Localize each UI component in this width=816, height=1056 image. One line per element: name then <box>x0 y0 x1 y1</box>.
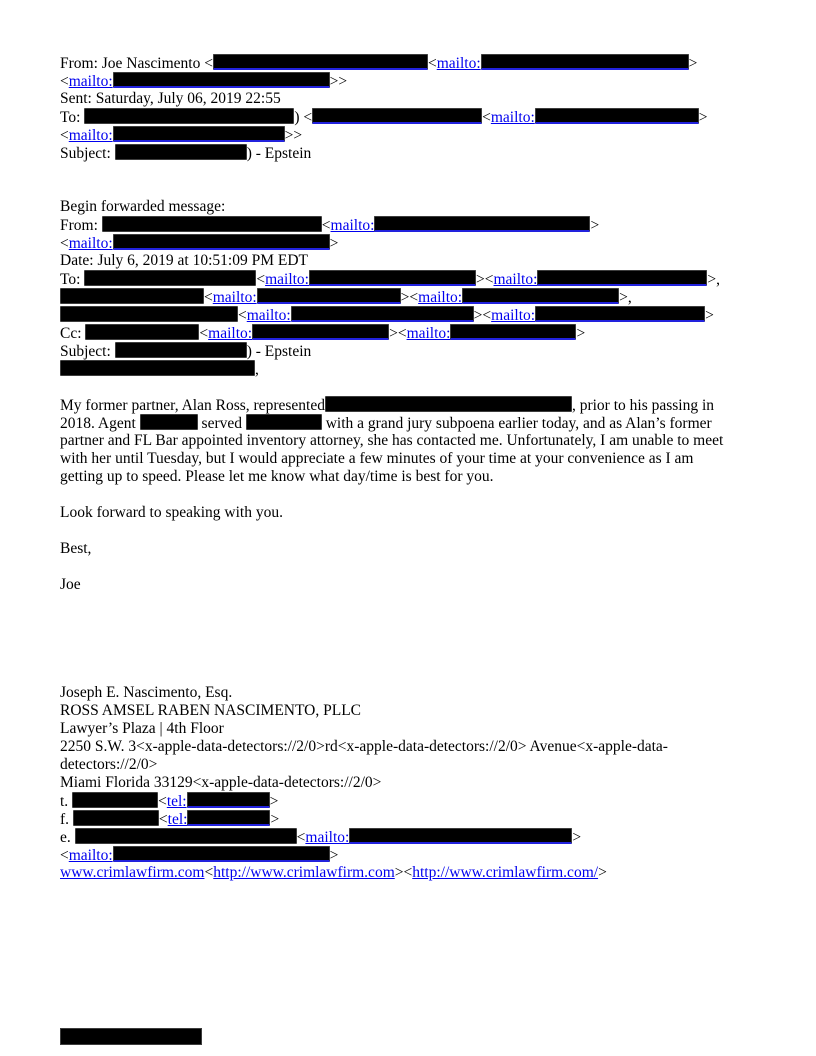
redaction-bar <box>102 216 322 232</box>
text-segment: served <box>197 415 246 432</box>
sig-address-line-1 <box>60 738 760 756</box>
text-segment: < <box>427 55 437 72</box>
redacted-link-bar <box>187 810 270 826</box>
redacted-link-bar <box>113 72 330 88</box>
signoff-line <box>60 540 760 558</box>
text-segment: < <box>296 829 306 846</box>
text-segment: > <box>590 217 600 234</box>
blank-line <box>60 648 760 666</box>
text-segment: Sent: Saturday, July 06, 2019 22:55 <box>60 90 281 107</box>
fwd-from-line <box>60 216 760 234</box>
fwd-from-cont-line <box>60 234 760 252</box>
sig-city-line <box>60 774 760 792</box>
redaction-bar <box>115 144 247 160</box>
text-segment: > <box>698 109 708 126</box>
redacted-link-bar <box>257 288 401 304</box>
signoff-name-line <box>60 576 760 594</box>
link[interactable]: mailto: <box>208 325 253 342</box>
redacted-link-bar <box>291 306 474 322</box>
text-segment: Begin forwarded message: <box>60 198 226 215</box>
sig-phone-line <box>60 792 760 810</box>
text-segment: > <box>576 325 586 342</box>
text-segment: partner and FL Bar appointed inventory attorney, she has contacted me. Unfortunately, I am unable to meet <box>60 432 724 449</box>
text-segment: > <box>598 864 607 881</box>
text-segment: < <box>321 217 331 234</box>
text-segment: < <box>60 847 69 864</box>
sig-email-line <box>60 828 760 846</box>
text-segment: detectors://2/0> <box>60 756 158 773</box>
link[interactable]: www.crimlawfirm.com <box>60 864 205 881</box>
text-segment: Cc: <box>60 325 86 342</box>
text-segment: t. <box>60 793 73 810</box>
sig-website-line <box>60 864 760 882</box>
sig-firm-line <box>60 702 760 720</box>
text-segment: < <box>204 864 214 881</box>
text-segment: > <box>269 793 279 810</box>
link[interactable]: mailto: <box>406 325 451 342</box>
text-segment: From: <box>60 217 102 234</box>
text-segment: > <box>705 307 714 324</box>
fwd-to-cont-line-2 <box>60 306 760 324</box>
redaction-bar <box>84 270 256 286</box>
redaction-bar <box>325 396 572 412</box>
link[interactable]: mailto: <box>418 289 463 306</box>
redaction-bar <box>75 828 297 844</box>
blank-line <box>60 486 760 504</box>
header-to-line <box>60 108 760 126</box>
fwd-date-line <box>60 252 760 270</box>
redaction-bar <box>72 792 158 808</box>
text-segment: Date: July 6, 2019 at 10:51:09 PM EDT <box>60 252 308 269</box>
text-segment: ROSS AMSEL RABEN NASCIMENTO, PLLC <box>60 702 362 719</box>
redacted-link-bar <box>535 108 699 124</box>
text-segment: >> <box>284 127 303 144</box>
redaction-bar <box>84 108 294 124</box>
redaction-bar <box>73 810 159 826</box>
text-segment: Miami Florida 33129<x-apple-data-detectors://2/0> <box>60 774 382 791</box>
redacted-link-bar <box>113 846 330 862</box>
redaction-bar <box>60 360 255 376</box>
footer-redaction-bar <box>60 1028 202 1045</box>
link[interactable]: mailto: <box>68 127 113 144</box>
link[interactable]: mailto: <box>305 829 350 846</box>
text-segment: >< <box>394 864 413 881</box>
text-segment: To: <box>60 109 85 126</box>
link[interactable]: http://www.crimlawfirm.com/ <box>412 864 599 881</box>
link[interactable]: http://www.crimlawfirm.com <box>213 864 395 881</box>
link[interactable]: mailto: <box>436 55 481 72</box>
link[interactable]: tel: <box>167 811 188 828</box>
redacted-link-bar <box>252 324 389 340</box>
redaction-bar <box>246 414 322 430</box>
text-segment: with a grand jury subpoena earlier today, and as Alan’s former <box>321 415 712 432</box>
body-line-3 <box>60 432 760 450</box>
text-segment: < <box>199 325 209 342</box>
sig-floor-line <box>60 720 760 738</box>
text-segment: < <box>60 235 69 252</box>
text-segment: >< <box>400 289 419 306</box>
blank-line <box>60 162 760 180</box>
blank-line <box>60 612 760 630</box>
text-segment: >, <box>619 289 632 306</box>
text-segment: < <box>60 73 69 90</box>
link[interactable]: mailto: <box>68 235 113 252</box>
text-segment: < <box>482 109 491 126</box>
redacted-link-bar <box>374 216 590 232</box>
redacted-link-bar <box>309 270 476 286</box>
text-segment: From: Joe Nascimento < <box>60 55 213 72</box>
redaction-bar <box>140 414 198 430</box>
text-segment: < <box>256 271 266 288</box>
body-line-1 <box>60 396 760 414</box>
link[interactable]: mailto: <box>490 109 535 126</box>
text-segment: Best, <box>60 540 92 557</box>
header-subject-line <box>60 144 760 162</box>
text-segment: Look forward to speaking with you. <box>60 504 283 521</box>
body-line-5 <box>60 468 760 486</box>
text-segment: ) - Epstein <box>246 343 312 360</box>
text-segment: To: <box>60 271 85 288</box>
text-segment: , prior to his passing in <box>571 397 715 414</box>
text-segment: Joseph E. Nascimento, Esq. <box>60 684 233 701</box>
redacted-link-bar <box>535 306 705 322</box>
greeting-line <box>60 360 760 378</box>
begin-forwarded-line <box>60 198 760 216</box>
blank-line <box>60 378 760 396</box>
link[interactable]: mailto: <box>68 847 113 864</box>
body-closing-line <box>60 504 760 522</box>
text-segment: < <box>238 307 247 324</box>
text-segment: Subject: <box>60 343 115 360</box>
text-segment: , <box>255 361 259 378</box>
header-to-cont-line <box>60 126 760 144</box>
redacted-link-bar <box>537 270 707 286</box>
body-line-2 <box>60 414 760 432</box>
text-segment: with her until Tuesday, but I would appreciate a few minutes of your time at your convenience as I am <box>60 450 694 467</box>
text-segment: 2018. Agent <box>60 415 140 432</box>
redaction-bar <box>115 342 247 358</box>
fwd-to-cont-line-1 <box>60 288 760 306</box>
text-segment: ) - Epstein <box>246 145 312 162</box>
text-segment: > <box>329 847 339 864</box>
link[interactable]: tel: <box>166 793 187 810</box>
redacted-link-bar <box>113 234 330 250</box>
text-segment: > <box>572 829 582 846</box>
link[interactable]: mailto: <box>68 73 113 90</box>
text-segment: >< <box>476 271 494 288</box>
email-document <box>60 54 760 882</box>
link[interactable]: mailto: <box>212 289 257 306</box>
text-segment: ) < <box>294 109 313 126</box>
header-sent-line <box>60 90 760 108</box>
text-segment: > <box>270 811 280 828</box>
text-segment: My former partner, Alan Ross, represented <box>60 397 325 414</box>
redacted-link-bar <box>481 54 689 70</box>
text-segment: > <box>329 235 339 252</box>
text-segment: < <box>60 127 69 144</box>
redacted-link-bar <box>450 324 576 340</box>
text-segment: >< <box>473 307 492 324</box>
text-segment: Lawyer’s Plaza | 4th Floor <box>60 720 224 737</box>
text-segment: f. <box>60 811 73 828</box>
link[interactable]: mailto: <box>491 307 536 324</box>
text-segment: >> <box>329 73 348 90</box>
link[interactable]: mailto: <box>330 217 375 234</box>
link[interactable]: mailto: <box>246 307 291 324</box>
redacted-link-bar <box>462 288 619 304</box>
blank-line <box>60 522 760 540</box>
link[interactable]: mailto: <box>265 271 309 288</box>
fwd-cc-line <box>60 324 760 342</box>
text-segment: > <box>688 55 698 72</box>
blank-line <box>60 630 760 648</box>
blank-line <box>60 180 760 198</box>
redacted-link-bar <box>187 792 270 808</box>
text-segment: >, <box>707 271 721 288</box>
text-segment: Joe <box>60 576 81 593</box>
header-from-cont-line <box>60 72 760 90</box>
redacted-link-bar <box>312 108 482 124</box>
sig-fax-line <box>60 810 760 828</box>
text-segment: Subject: <box>60 145 115 162</box>
text-segment: < <box>158 811 168 828</box>
text-segment: getting up to speed. Please let me know what day/time is best for you. <box>60 468 494 485</box>
text-segment: 2250 S.W. 3<x-apple-data-detectors://2/0>rd<x-apple-data-detectors://2/0> Avenue<x-apple-data- <box>60 738 668 755</box>
header-from-line <box>60 54 760 72</box>
redaction-bar <box>60 306 238 322</box>
fwd-subject-line <box>60 342 760 360</box>
fwd-to-line <box>60 270 760 288</box>
text-segment: e. <box>60 829 75 846</box>
redacted-link-bar <box>213 54 428 70</box>
blank-line <box>60 594 760 612</box>
redaction-bar <box>60 288 204 304</box>
blank-line <box>60 666 760 684</box>
link[interactable]: mailto: <box>493 271 538 288</box>
sig-name-line <box>60 684 760 702</box>
text-segment: < <box>204 289 213 306</box>
sig-email-cont-line <box>60 846 760 864</box>
text-segment: >< <box>389 325 407 342</box>
redacted-link-bar <box>113 126 285 142</box>
text-segment: < <box>158 793 167 810</box>
blank-line <box>60 558 760 576</box>
redaction-bar <box>85 324 199 340</box>
redacted-link-bar <box>349 828 572 844</box>
sig-address-line-2 <box>60 756 760 774</box>
body-line-4 <box>60 450 760 468</box>
